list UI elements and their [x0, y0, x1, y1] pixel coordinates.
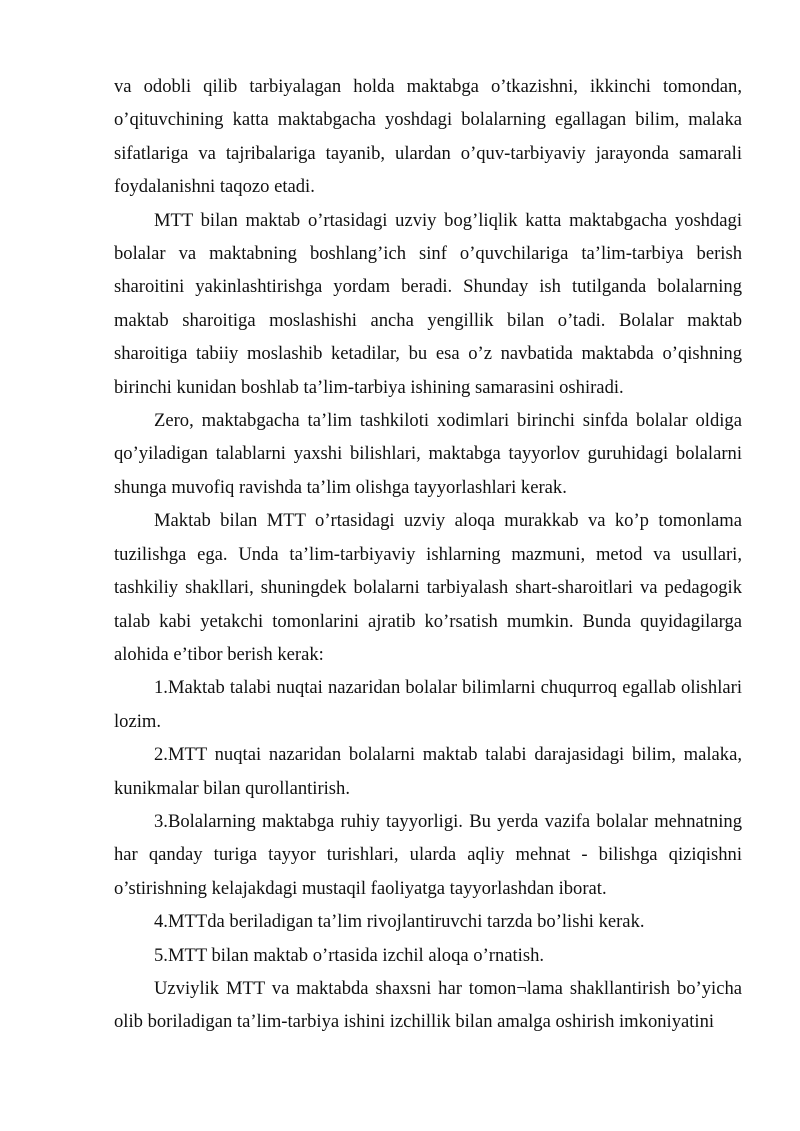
list-item-4: 4.MTTda beriladigan ta’lim rivojlantiruvchi tarzda bo’lishi kerak.: [154, 911, 645, 933]
paragraph-continuity: Uzviylik MTT va maktabda shaxsni har tomon¬lama shakllantirish bo’yicha olib boriladigan ta’lim-tarbiya ishini izchillik bilan amalga oshirish imkoniyatini: [114, 977, 742, 1033]
paragraph-zero: Zero, maktabgacha ta’lim tashkiloti xodimlari birinchi sinfda bolalar oldiga qo’yiladigan talablarni yaxshi bilishlari, maktabga tayyorlov guruhidagi bolalarni shunga muvofiq ravishda ta’lim olishga tayyorlashlari kerak.: [114, 410, 742, 498]
paragraph-mtt-school-link: MTT bilan maktab o’rtasidagi uzviy bog’liqlik katta maktabgacha yoshdagi bolalar va maktabning boshlang’ich sinf o’quvchilariga ta’lim-tarbiya berish sharoitini yakinlashtirishga yordam beradi. Shunday ish tutilganda bolalarning maktab sharoitiga moslashishi ancha yengillik bilan o’tadi. Bolalar maktab sharoitiga tabiiy moslashib ketadilar, bu esa o’z navbatida maktabda o’qishning birinchi kunidan boshlab ta’lim-tarbiya ishining samarasini oshiradi.: [114, 209, 742, 398]
list-item-5: 5.MTT bilan maktab o’rtasida izchil aloqa o’rnatish.: [154, 944, 545, 966]
paragraph-continuation: va odobli qilib tarbiyalagan holda maktabga o’tkazishni, ikkinchi tomondan, o’qituvchining katta maktabgacha yoshdagi bolalarning egallagan bilim, malaka sifatlariga va tajribalariga tayanib, ulardan o’quv-tarbiyaviy jarayonda samarali foydalanishni taqozo etadi.: [114, 76, 742, 198]
paragraph-connection-structure: Maktab bilan MTT o’rtasidagi uzviy aloqa murakkab va ko’p tomonlama tuzilishga ega. Unda ta’lim-tarbiyaviy ishlarning mazmuni, metod va usullari, tashkiliy shakllari, shuningdek bolalarni tarbiyalash shart-sharoitlari va pedagogik talab kabi yetakchi tomonlarini ajratib ko’rsatish mumkin. Bunda quyidagilarga alohida e’tibor berish kerak:: [114, 510, 742, 665]
list-item-3: 3.Bolalarning maktabga ruhiy tayyorligi. Bu yerda vazifa bolalar mehnatning har qanday turiga tayyor turishlari, ularda aqliy mehnat - bilishga qiziqishni o’stirishning kelajakdagi mustaqil faoliyatga tayyorlashdan iborat.: [114, 810, 742, 899]
document-page: [114, 70, 742, 1039]
list-item-2: 2.MTT nuqtai nazaridan bolalarni maktab talabi darajasidagi bilim, malaka, kunikmalar bilan qurollantirish.: [114, 744, 742, 799]
list-item-1: 1.Maktab talabi nuqtai nazaridan bolalar bilimlarni chuqurroq egallab olishlari lozim.: [114, 677, 742, 732]
